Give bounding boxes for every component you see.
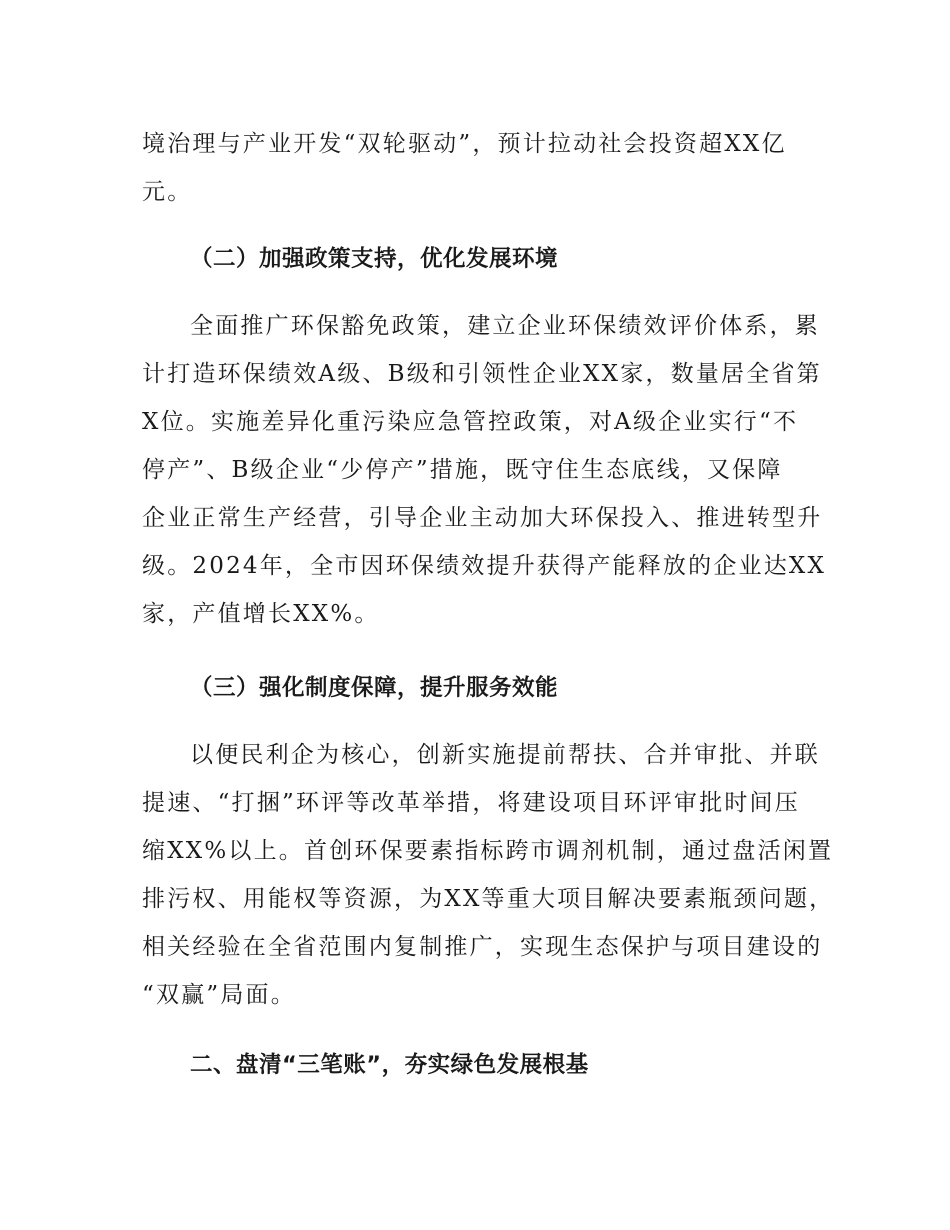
section-heading-2: 二、盘清“三笔账”，夯实绿色发展根基	[190, 1052, 589, 1078]
paragraph-line: 企业正常生产经营，引导企业主动加大环保投入、推进转型升	[142, 505, 823, 531]
paragraph-line: 全面推广环保豁免政策，建立企业环保绩效评价体系，累	[190, 313, 820, 339]
paragraph-line: 缩XX%以上。首创环保要素指标跨市调剂机制，通过盘活闲置	[142, 838, 834, 864]
paragraph-line: X位。实施差异化重污染应急管控政策，对A级企业实行“不	[142, 409, 799, 435]
paragraph-line: 元。	[142, 179, 193, 205]
paragraph-line: 境治理与产业开发“双轮驱动”，预计拉动社会投资超XX亿	[142, 131, 787, 157]
paragraph-line: 提速、“打捆”环评等改革举措，将建设项目环评审批时间压	[142, 790, 800, 816]
paragraph-line: 排污权、用能权等资源，为XX等重大项目解决要素瓶颈问题，	[142, 886, 835, 912]
paragraph-line: “双赢”局面。	[142, 982, 296, 1008]
paragraph-line: 以便民利企为核心，创新实施提前帮扶、合并审批、并联	[190, 742, 820, 768]
subsection-heading-2: （二）加强政策支持，优化发展环境	[190, 246, 559, 272]
paragraph-line: 家，产值增长XX%。	[142, 601, 380, 627]
paragraph-line: 计打造环保绩效A级、B级和引领性企业XX家，数量居全省第	[142, 361, 822, 387]
subsection-heading-3: （三）强化制度保障，提升服务效能	[190, 675, 559, 701]
paragraph-line: 级。2024年，全市因环保绩效提升获得产能释放的企业达XX	[142, 553, 827, 579]
paragraph-line: 相关经验在全省范围内复制推广，实现生态保护与项目建设的	[142, 934, 823, 960]
paragraph-line: 停产”、B级企业“少停产”措施，既守住生态底线，又保障	[142, 457, 783, 483]
